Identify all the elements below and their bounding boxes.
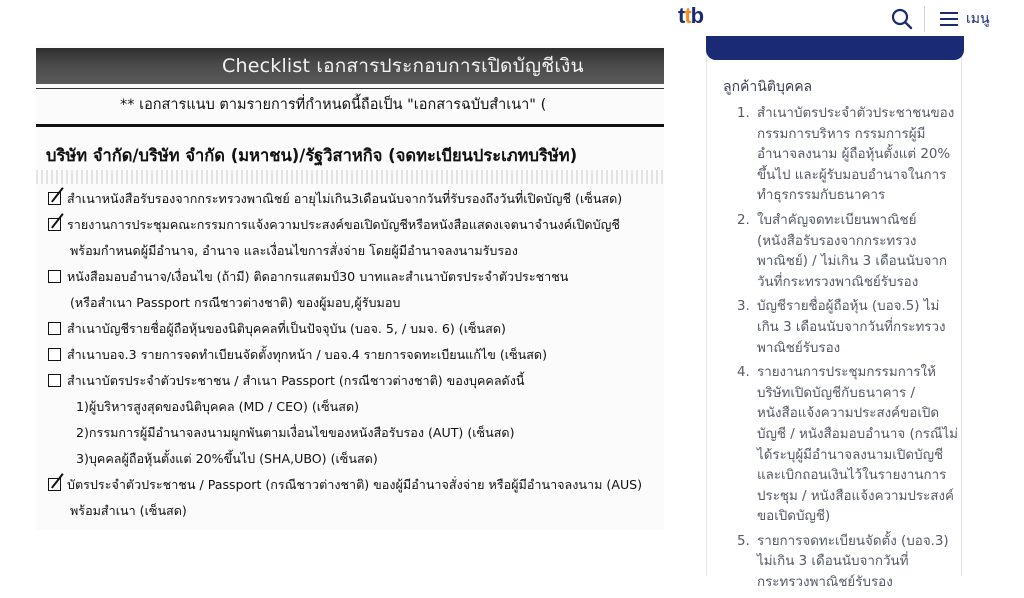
list-item: 1. สำเนาบัตรประจำตัวประชาชนของกรรมการบริหาร กรรมการผู้มีอำนาจลงนาม ผู้ถือหุ้นตั้งแต่ 20% ขึ้นไป และผู้รับมอบอำนาจในการทำธุรกรรมกับธนาคาร [737,106,955,204]
document-heading: บริษัท จำกัด/บริษัท จำกัด (มหาชน)/รัฐวิสาหกิจ (จดทะเบียนประเภทบริษัท) [36,124,664,184]
checklist-item-text: สำเนาบัตรประจำตัวประชาชน / สำเนา Passport (กรณีชาวต่างชาติ) ของบุคคลดังนี้ [67,373,525,388]
checkbox-icon [48,348,61,361]
menu-button[interactable] [940,7,990,31]
checklist-document-image [36,44,664,530]
checklist-item-text: หนังสือมอบอำนาจ/เงื่อนไข (ถ้ามี) ติดอากรแสตมป์30 บาทและสำเนาบัตรประจำตัวประชาชน [67,269,569,284]
document-checklist [48,186,660,524]
checkbox-icon [48,322,61,335]
checklist-item-text-cont: พร้อมสำเนา (เซ็นสด) [70,503,187,518]
menu-label: เมนู [966,11,990,27]
checklist-item [48,472,660,524]
checked-box-icon [48,478,61,491]
checklist-item-text-cont: (หรือสำเนา Passport กรณีชาวต่างชาติ) ของผู้มอบ,ผู้รับมอบ [70,295,401,310]
checkbox-icon [48,374,61,387]
list-item: 5. รายการจดทะเบียนจัดตั้ง (บอจ.3) ไม่เกิน 3 เดือนนับจากวันที่กระทรวงพาณิชย์รับรอง [737,533,949,591]
list-item: 4. รายงานการประชุมกรรมการให้บริษัทเปิดบัญชีกับธนาคาร / หนังสือแจ้งความประสงค์ขอเปิดบัญชี / หนังสือมอบอำนาจ (กรณีไม่ได้ระบุผู้มีอำนาจลงนามเปิดบัญชีและเบิกถอนเงินไว้ในรายงานการประชุม / หนังสือแจ้งความประสงค์ขอเปิดบัญชี) [737,365,958,525]
checklist-item [48,316,660,342]
list-item: 2. ใบสำคัญจดทะเบียนพาณิชย์ (หนังสือรับรองจากกระทรวงพาณิชย์) / ไม่เกิน 3 เดือนนับจากวันที่กระทรวงพาณิชย์รับรอง [737,212,947,290]
checklist-subitem: 2)กรรมการผู้มีอำนาจลงนามผูกพันตามเงื่อนไขของหนังสือรับรอง (AUT) (เซ็นสด) [76,425,515,440]
checklist-item-text: บัตรประจำตัวประชาชน / Passport (กรณีชาวต่างชาติ) ของผู้มีอำนาจสั่งจ่าย หรือผู้มีอำนาจลงนาม (AUS) [67,477,643,492]
card-header-bar [706,36,964,60]
checklist-item-text: สำเนาหนังสือรับรองจากกระทรวงพาณิชย์ อายุไม่เกิน3เดือนนับจากวันที่รับรองถึงวันที่เปิดบัญชี (เซ็นสด) [67,191,623,206]
checkbox-icon [48,270,61,283]
checklist-item [48,342,660,368]
checked-box-icon [48,218,61,231]
requirements-list [723,104,959,598]
document-banner-title: Checklist เอกสารประกอบการเปิดบัญชีเงิน [36,48,664,84]
checklist-item-text: รายงานการประชุมคณะกรรมการแจ้งความประสงค์ขอเปิดบัญชีหรือหนังสือแสดงเจตนาจำนงค์เปิดบัญชี [67,217,620,232]
checked-box-icon [48,192,61,205]
search-icon [890,7,914,31]
list-item: 3. บัญชีรายชื่อผู้ถือหุ้น (บอจ.5) ไม่เกิน 3 เดือนนับจากวันที่กระทรวงพาณิชย์รับรอง [737,299,946,356]
ttb-logo[interactable]: ttb [678,3,704,28]
card-title: ลูกค้านิติบุคคล [723,79,813,95]
checklist-item [48,212,660,264]
checklist-item [48,368,660,472]
site-header [664,0,1024,38]
requirements-card [706,36,962,591]
checklist-item [48,186,660,212]
header-divider [924,6,925,32]
checklist-item-text: สำเนาบอจ.3 รายการจดทำเบียนจัดตั้งทุกหน้า / บอจ.4 รายการจดทะเบียนแก้ไข (เซ็นสด) [67,347,548,362]
search-button[interactable] [890,7,914,31]
hamburger-icon [940,11,958,27]
checklist-item [48,264,660,316]
checklist-item-text-cont: พร้อมกำหนดผู้มีอำนาจ, อำนาจ และเงื่อนไขการสั่งจ่าย โดยผู้มีอำนาจลงนามรับรอง [70,243,518,258]
checklist-item-text: สำเนาบัญชีรายชื่อผู้ถือหุ้นของนิติบุคคลที่เป็นปัจจุบัน (บอจ. 5, / บมจ. 6) (เซ็นสด) [67,321,506,336]
document-note: ** เอกสารแนบ ตามรายการที่กำหนดนี้ถือเป็น "เอกสารฉบับสำเนา" ( [36,88,664,122]
checklist-subitem: 1)ผู้บริหารสูงสุดของนิติบุคคล (MD / CEO) (เซ็นสด) [76,399,360,414]
checklist-subitem: 3)บุคคลผู้ถือหุ้นตั้งแต่ 20%ขึ้นไป (SHA,UBO) (เซ็นสด) [76,451,378,466]
